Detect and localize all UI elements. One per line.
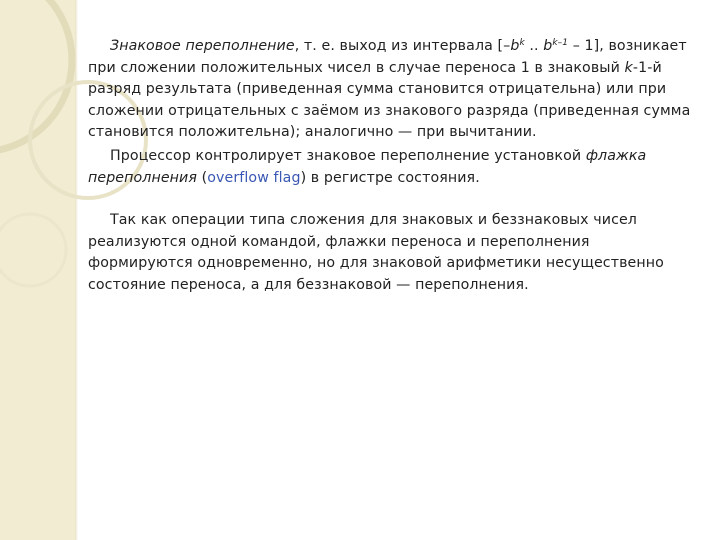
- slide-body: [88, 36, 698, 297]
- text-segment: (: [197, 169, 208, 186]
- text-segment: , т. е. выход из интервала [–: [294, 38, 511, 54]
- paragraph-overflow-flag: [88, 146, 698, 189]
- var-b: b: [543, 38, 553, 54]
- decor-circle-outer: [0, 0, 72, 152]
- term-signed-overflow: Знаковое переполнение: [110, 38, 295, 54]
- text-segment: – 1], возникает при сложении положительных чисел в случае переноса 1 в знаковый: [88, 38, 687, 76]
- english-term: overflow flag: [207, 169, 301, 186]
- sup-k: k: [519, 38, 525, 48]
- term-overflow-flag: флажка переполнения: [88, 147, 647, 186]
- text-segment: ..: [524, 38, 544, 54]
- text-segment: Процессор контролирует знаковое переполнение установкой: [110, 147, 586, 164]
- paragraph-signed-overflow: [88, 36, 698, 144]
- var-k: k: [624, 59, 633, 76]
- paragraph-flags-formation: Так как операции типа сложения для знаковых и беззнаковых чисел реализуются одной командой, флажки переноса и переполнения формируются одновременно, но для знаковой арифметики несущественно состояние переноса, а для беззнаковой — переполнения.: [88, 212, 664, 293]
- var-b: b: [510, 38, 520, 54]
- sup-k-minus-1: k–1: [552, 38, 569, 48]
- text-segment: -1-й разряд результата (приведенная сумма становится отрицательна) или при сложении отрицательных с заёмом из знакового разряда (приведенная сумма становится положительна); аналогично — при вычитании.: [88, 59, 691, 141]
- decor-circle-small: [0, 214, 66, 286]
- text-segment: ) в регистре состояния.: [300, 169, 480, 186]
